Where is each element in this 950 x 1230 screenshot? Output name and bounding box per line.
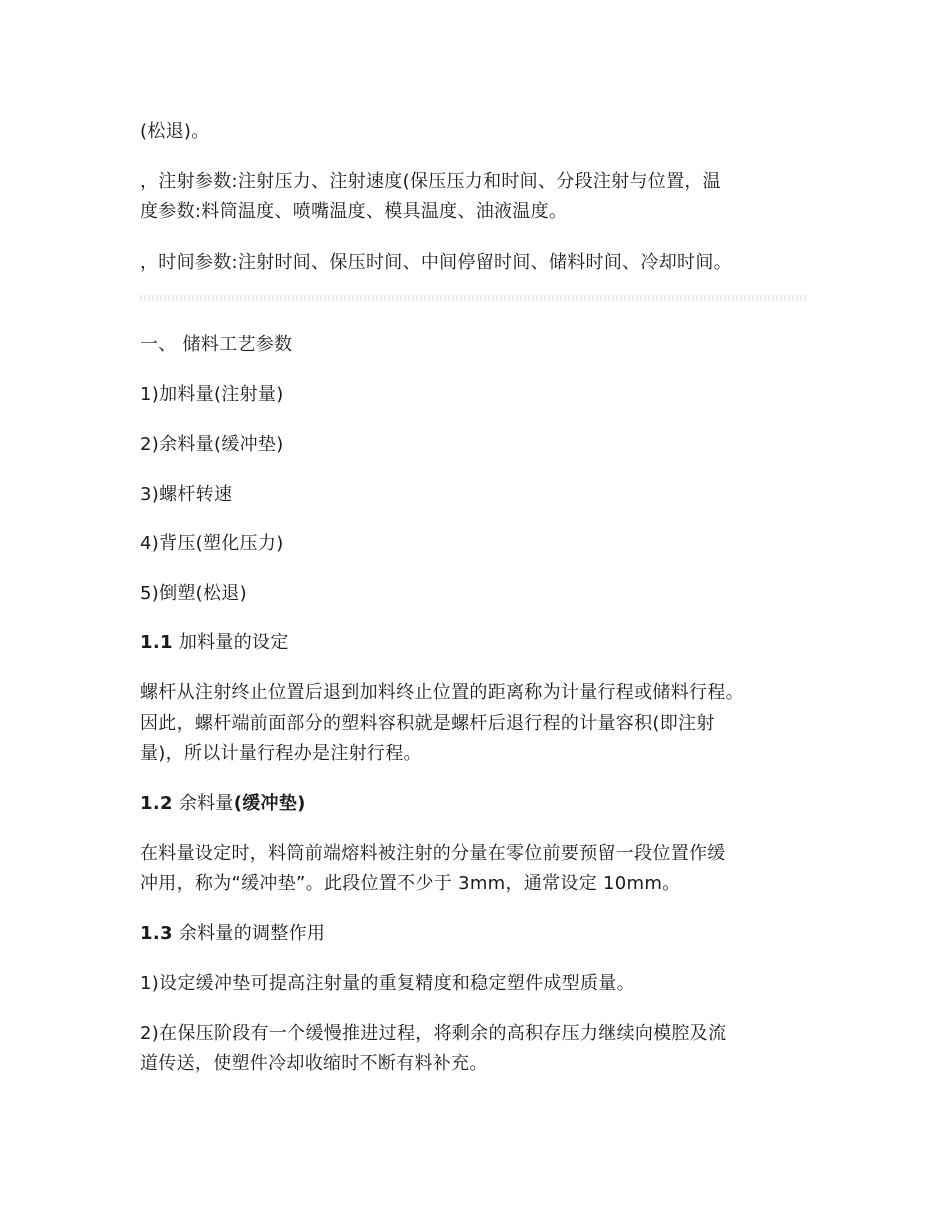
list-item: 1)加料量(注射量): [140, 384, 284, 405]
subsection-number: 1.2: [140, 793, 173, 814]
text-line: (松退)。: [140, 121, 210, 142]
paragraph-line: 1)设定缓冲垫可提高注射量的重复精度和稳定塑件成型质量。: [140, 973, 635, 994]
list-item: 3)螺杆转速: [140, 484, 233, 505]
paragraph-line: 在料量设定时，料筒前端熔料被注射的分量在零位前要预留一段位置作缓: [140, 843, 726, 864]
subsection-title: 余料量的调整作用: [178, 923, 326, 944]
paragraph-line: 道传送，使塑件冷却收缩时不断有料补充。: [140, 1053, 488, 1074]
list-item: 2)余料量(缓冲垫): [140, 434, 284, 455]
subsection-title: 余料量: [178, 793, 234, 814]
text-line: ，注射参数:注射压力、注射速度(保压压力和时间、分段注射与位置，温: [140, 171, 721, 192]
list-item: 4)背压(塑化压力): [140, 533, 284, 554]
paragraph-line: 螺杆从注射终止位置后退到加料终止位置的距离称为计量行程或储料行程。: [140, 682, 744, 703]
subsection-heading-1-3: [140, 919, 325, 949]
paragraph-line: 因此，螺杆端前面部分的塑料容积就是螺杆后退行程的计量容积(即注射: [140, 713, 715, 734]
subsection-title-suffix: (缓冲垫): [233, 793, 306, 814]
text-line: ，时间参数:注射时间、保压时间、中间停留时间、储料时间、冷却时间。: [140, 252, 732, 273]
subsection-number: 1.1: [140, 632, 173, 653]
paragraph-line: 2)在保压阶段有一个缓慢推进过程，将剩余的高积存压力继续向模腔及流: [140, 1023, 727, 1044]
section-heading: 一、 储料工艺参数: [140, 334, 293, 355]
text-line: 度参数:料筒温度、喷嘴温度、模具温度、油液温度。: [140, 201, 568, 222]
subsection-heading-1-2: [140, 789, 306, 819]
subsection-number: 1.3: [140, 923, 173, 944]
subsection-title: 加料量的设定: [178, 632, 289, 653]
subsection-heading-1-1: [140, 628, 289, 658]
paragraph-line: 冲用，称为“缓冲垫”。此段位置不少于 3mm，通常设定 10mm。: [140, 873, 681, 894]
paragraph-line: 量)，所以计量行程办是注射行程。: [140, 743, 422, 764]
section-divider: [140, 295, 808, 301]
list-item: 5)倒塑(松退): [140, 583, 247, 604]
